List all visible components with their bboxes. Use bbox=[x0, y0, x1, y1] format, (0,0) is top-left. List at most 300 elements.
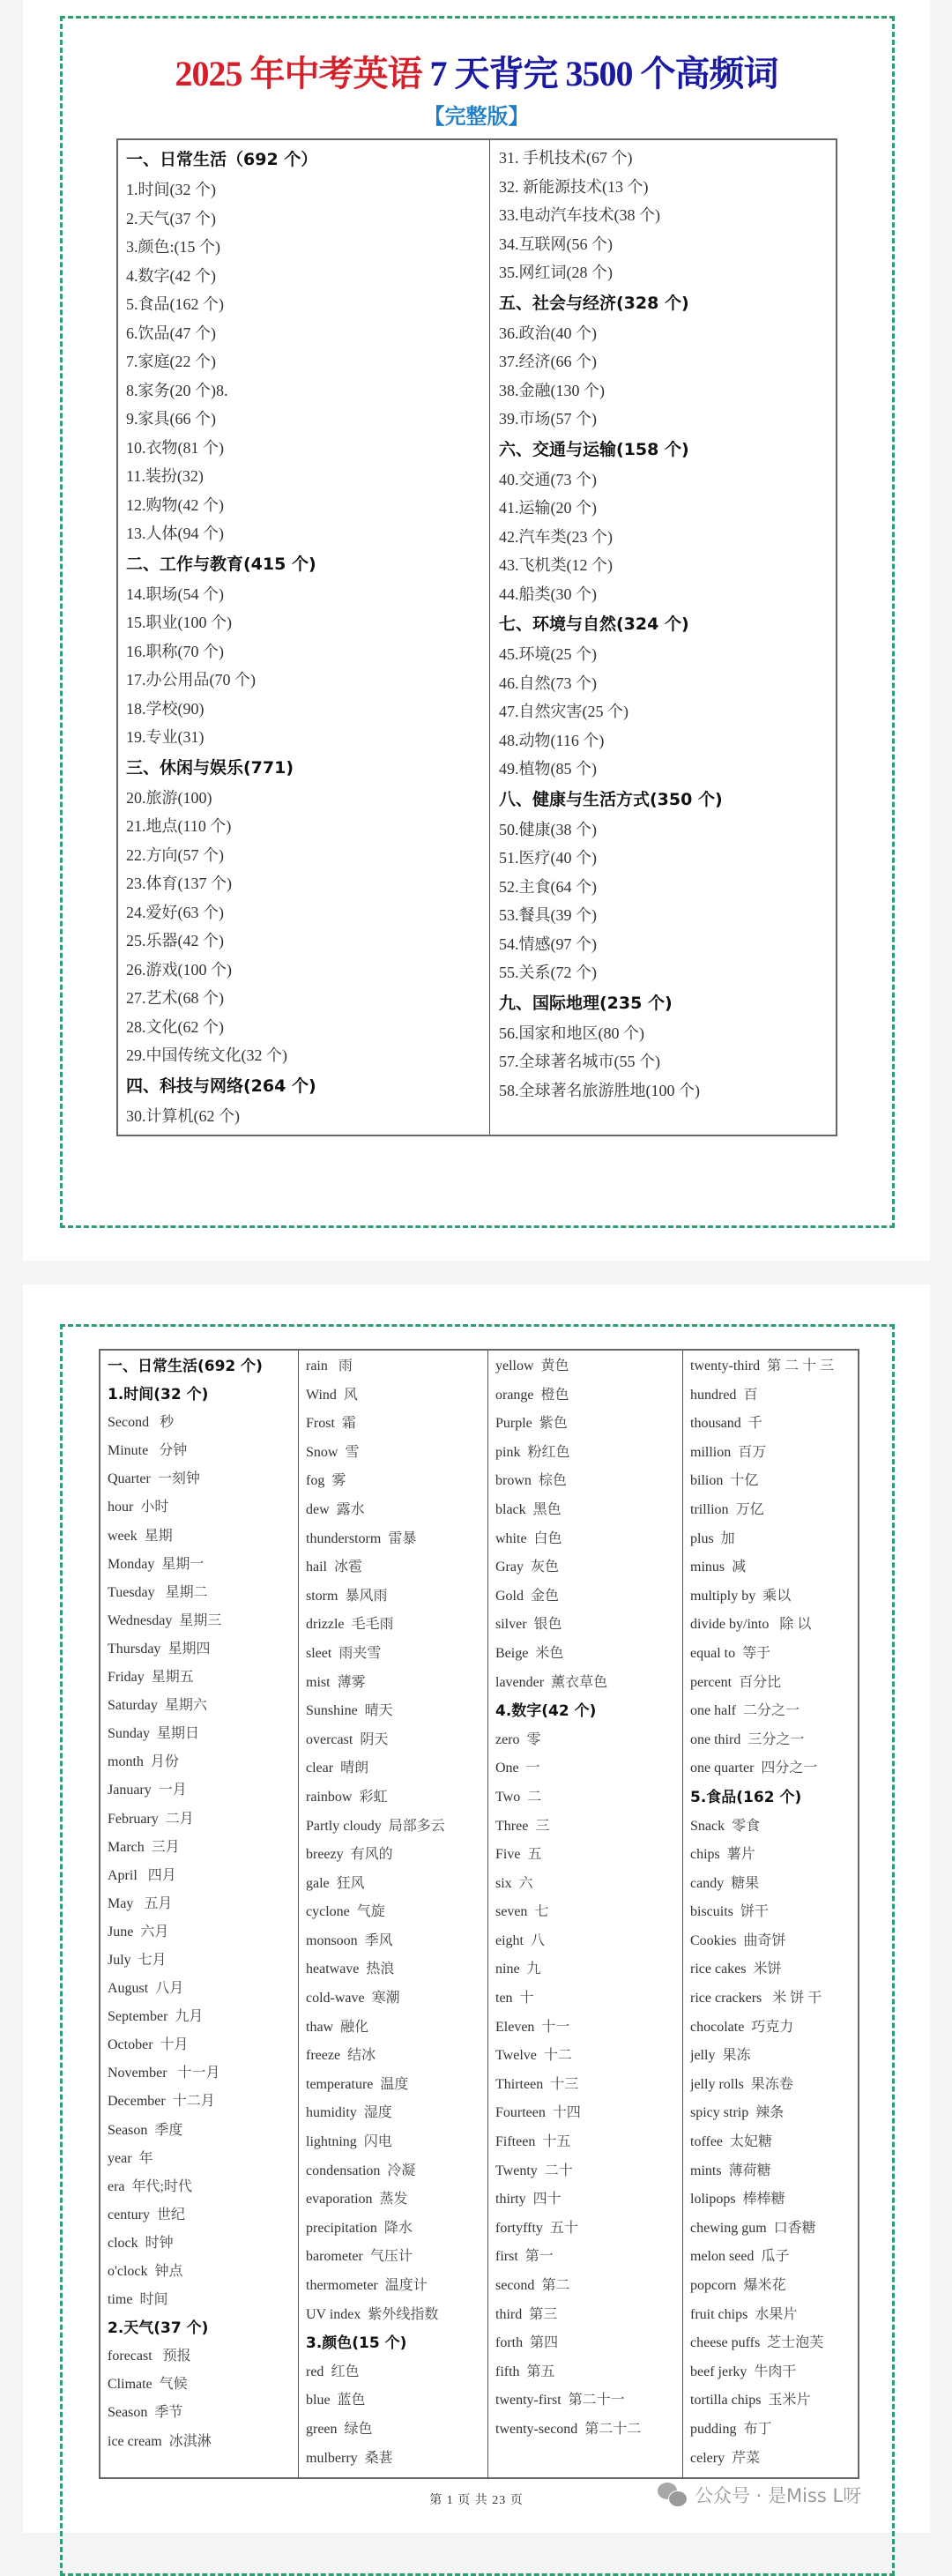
toc-section-heading: 四、科技与网络(264 个) bbox=[126, 1076, 316, 1096]
toc-item: 18.学校(90) bbox=[126, 699, 205, 718]
vocab-entry bbox=[495, 1841, 682, 1870]
vocab-entry bbox=[690, 1754, 858, 1783]
vocab-entry bbox=[690, 2272, 858, 2301]
toc-item: 36.政治(40 个) bbox=[499, 324, 597, 342]
vocab-entry bbox=[690, 2185, 858, 2215]
vocab-column-2 bbox=[299, 1351, 488, 2477]
vocab-entry bbox=[690, 1611, 858, 1640]
english-word: June bbox=[108, 1924, 134, 1939]
vocab-entry bbox=[306, 2445, 487, 2474]
chinese-meaning: 六 bbox=[518, 1875, 533, 1891]
chinese-meaning: 温度 bbox=[380, 2076, 409, 2092]
toc-item: 39.市场(57 个) bbox=[499, 410, 597, 428]
english-word: third bbox=[495, 2306, 523, 2322]
english-word: Season bbox=[108, 2122, 148, 2138]
vocab-section-heading bbox=[108, 2314, 298, 2342]
vocab-entry bbox=[108, 2286, 298, 2314]
english-word: cheese puffs bbox=[690, 2335, 761, 2351]
chinese-meaning: 第四 bbox=[530, 2335, 559, 2351]
toc-item: 14.职场(54 个) bbox=[126, 584, 224, 603]
chinese-meaning: 万亿 bbox=[735, 1501, 764, 1517]
chinese-meaning: 季度 bbox=[154, 2122, 183, 2138]
toc-item: 1.时间(32 个) bbox=[126, 181, 216, 198]
vocab-entry bbox=[690, 2014, 858, 2043]
toc-item: 20.旅游(100) bbox=[126, 788, 212, 807]
toc-item: 48.动物(116 个) bbox=[499, 731, 605, 749]
vocab-entry bbox=[690, 2042, 858, 2071]
english-word: time bbox=[108, 2292, 133, 2308]
english-word: pink bbox=[495, 1444, 521, 1460]
english-word: Season bbox=[108, 2405, 148, 2421]
vocab-entry bbox=[306, 2358, 487, 2387]
chinese-meaning: 星期二 bbox=[161, 1584, 208, 1600]
english-word: Three bbox=[495, 1818, 529, 1834]
english-word: million bbox=[690, 1444, 732, 1460]
chinese-meaning: 湿度 bbox=[363, 2105, 392, 2121]
english-word: One bbox=[495, 1761, 519, 1776]
toc-item: 30.计算机(62 个) bbox=[126, 1106, 240, 1125]
vocab-entry bbox=[690, 1984, 858, 2014]
vocab-entry bbox=[108, 2371, 298, 2399]
toc-section-heading: 五、社会与经济(328 个) bbox=[499, 293, 689, 313]
vocab-entry bbox=[108, 1692, 298, 1720]
chinese-meaning: 晴朗 bbox=[340, 1761, 369, 1776]
toc-item: 33.电动汽车技术(38 个) bbox=[499, 206, 660, 224]
chinese-meaning: 粉红色 bbox=[527, 1444, 570, 1460]
vocab-entry bbox=[108, 1947, 298, 1975]
vocab-entry bbox=[108, 2117, 298, 2145]
english-word: Partly cloudy bbox=[306, 1818, 382, 1834]
toc-item: 27.艺术(68 个) bbox=[126, 989, 224, 1007]
chinese-meaning: 等于 bbox=[742, 1645, 771, 1661]
chinese-meaning: 三分之一 bbox=[747, 1731, 805, 1747]
chinese-meaning: 十二 bbox=[543, 2048, 572, 2064]
english-word: beef jerky bbox=[690, 2364, 747, 2379]
chinese-meaning: 十四 bbox=[552, 2105, 581, 2121]
chinese-meaning: 温度计 bbox=[384, 2278, 428, 2293]
vocab-entry bbox=[495, 1525, 682, 1554]
chinese-meaning: 薯片 bbox=[726, 1847, 755, 1863]
chinese-meaning: 降水 bbox=[383, 2220, 413, 2236]
vocab-entry bbox=[495, 1955, 682, 1984]
vocab-entry bbox=[306, 1352, 487, 1381]
document-page-1 bbox=[23, 0, 930, 1261]
vocab-entry bbox=[690, 2215, 858, 2244]
english-word: silver bbox=[495, 1617, 527, 1633]
vocab-entry bbox=[306, 1841, 487, 1870]
english-word: spicy strip bbox=[690, 2105, 749, 2121]
chinese-meaning: 分钟 bbox=[155, 1443, 188, 1459]
vocab-column-4 bbox=[683, 1351, 858, 2477]
chinese-meaning: 融化 bbox=[340, 2019, 369, 2035]
english-word: temperature bbox=[306, 2076, 374, 2092]
english-word: chocolate bbox=[690, 2019, 745, 2035]
chinese-meaning: 除 以 bbox=[776, 1617, 812, 1633]
english-word: drizzle bbox=[306, 1617, 345, 1633]
chinese-meaning: 零 bbox=[526, 1731, 541, 1747]
english-word: Saturday bbox=[108, 1698, 158, 1714]
toc-item: 45.环境(25 个) bbox=[499, 645, 597, 663]
english-word: fortyffty bbox=[495, 2220, 543, 2236]
vocab-entry bbox=[495, 2128, 682, 2157]
chinese-meaning: 绿色 bbox=[344, 2421, 373, 2437]
english-word: rain bbox=[306, 1359, 328, 1374]
english-word: thermometer bbox=[306, 2278, 378, 2293]
toc-left-column bbox=[118, 140, 490, 1135]
heading-text: 1.时间(32 个) bbox=[108, 1386, 209, 1404]
english-word: era bbox=[108, 2178, 125, 2194]
toc-item: 37.经济(66 个) bbox=[499, 353, 597, 370]
vocab-entry bbox=[495, 1870, 682, 1899]
english-word: blue bbox=[306, 2393, 331, 2408]
english-word: forth bbox=[495, 2335, 524, 2351]
english-word: o'clock bbox=[108, 2264, 148, 2279]
chinese-meaning: 星期三 bbox=[179, 1612, 222, 1628]
chinese-meaning: 爆米花 bbox=[743, 2278, 786, 2293]
toc-item: 54.情感(97 个) bbox=[499, 934, 597, 953]
english-word: monsoon bbox=[306, 1932, 358, 1948]
vocab-entry bbox=[690, 1841, 858, 1870]
vocab-entry bbox=[690, 2157, 858, 2186]
chinese-meaning: 四月 bbox=[144, 1867, 176, 1883]
english-word: Sunshine bbox=[306, 1703, 358, 1719]
vocab-entry bbox=[108, 2342, 298, 2371]
english-word: popcorn bbox=[690, 2278, 737, 2293]
vocab-entry bbox=[306, 2099, 487, 2128]
toc-item: 24.爱好(63 个) bbox=[126, 903, 224, 921]
vocab-entry bbox=[306, 1640, 487, 1669]
toc-section-heading: 二、工作与教育(415 个) bbox=[126, 554, 316, 574]
vocab-entry bbox=[108, 2059, 298, 2088]
chinese-meaning: 乘以 bbox=[762, 1588, 792, 1604]
english-word: zero bbox=[495, 1731, 520, 1747]
vocab-entry bbox=[690, 2386, 858, 2416]
chinese-meaning: 曲奇饼 bbox=[743, 1932, 786, 1948]
chinese-meaning: 蒸发 bbox=[379, 2192, 408, 2207]
vocab-entry bbox=[306, 1669, 487, 1698]
chinese-meaning: 果冻 bbox=[722, 2048, 751, 2064]
toc-item: 50.健康(38 个) bbox=[499, 820, 597, 838]
english-word: UV index bbox=[306, 2306, 361, 2322]
english-word: gale bbox=[306, 1875, 330, 1891]
vocab-entry bbox=[495, 2157, 682, 2186]
chinese-meaning: 百万 bbox=[738, 1444, 767, 1460]
vocab-entry bbox=[306, 2128, 487, 2157]
chinese-meaning: 二月 bbox=[165, 1811, 194, 1827]
chinese-meaning: 七 bbox=[534, 1904, 549, 1920]
english-word: jelly rolls bbox=[690, 2076, 744, 2092]
english-word: green bbox=[306, 2421, 338, 2437]
english-word: condensation bbox=[306, 2163, 381, 2178]
chinese-meaning: 季风 bbox=[364, 1932, 393, 1948]
chinese-meaning: 九月 bbox=[175, 2009, 204, 2025]
english-word: trillion bbox=[690, 1501, 729, 1517]
vocab-entry bbox=[495, 2301, 682, 2330]
vocab-entry bbox=[690, 1898, 858, 1927]
heading-text: 2.天气(37 个) bbox=[108, 2319, 209, 2338]
toc-section-heading: 一、日常生活（692 个） bbox=[126, 150, 318, 169]
vocab-entry bbox=[108, 1720, 298, 1748]
vocab-entry bbox=[690, 2416, 858, 2445]
english-word: hundred bbox=[690, 1387, 737, 1403]
english-word: clock bbox=[108, 2235, 138, 2251]
english-word: six bbox=[495, 1875, 512, 1891]
english-word: fruit chips bbox=[690, 2306, 748, 2322]
vocab-entry bbox=[108, 2428, 298, 2456]
chinese-meaning: 时间 bbox=[139, 2292, 168, 2308]
vocab-entry bbox=[108, 1437, 298, 1465]
toc-item: 41.运输(20 个) bbox=[499, 499, 597, 517]
english-word: fifth bbox=[495, 2364, 520, 2379]
chinese-meaning: 第二十一 bbox=[568, 2393, 625, 2408]
english-word: nine bbox=[495, 1962, 520, 1977]
vocab-entry bbox=[306, 2416, 487, 2445]
english-word: candy bbox=[690, 1875, 725, 1891]
chinese-meaning: 蓝色 bbox=[337, 2393, 366, 2408]
english-word: breezy bbox=[306, 1847, 344, 1863]
toc-item: 58.全球著名旅游胜地(100 个) bbox=[499, 1081, 700, 1099]
toc-item: 44.船类(30 个) bbox=[499, 584, 597, 603]
chinese-meaning: 六月 bbox=[140, 1924, 169, 1939]
page-subtitle: 【完整版】 bbox=[423, 104, 530, 129]
english-word: precipitation bbox=[306, 2220, 377, 2236]
chinese-meaning: 十 bbox=[519, 1991, 534, 2006]
chinese-meaning: 星期六 bbox=[164, 1698, 207, 1714]
vocab-entry bbox=[690, 1553, 858, 1582]
chinese-meaning: 四十 bbox=[532, 2192, 562, 2207]
chinese-meaning: 七月 bbox=[138, 1952, 167, 1968]
english-word: pudding bbox=[690, 2421, 737, 2437]
chinese-meaning: 薰衣草色 bbox=[551, 1674, 608, 1690]
english-word: rainbow bbox=[306, 1789, 353, 1805]
chinese-meaning: 米色 bbox=[535, 1645, 564, 1661]
chinese-meaning: 十一月 bbox=[174, 2066, 220, 2081]
chinese-meaning: 气候 bbox=[159, 2377, 188, 2393]
toc-item: 43.飞机类(12 个) bbox=[499, 556, 613, 574]
vocab-entry bbox=[495, 2071, 682, 2100]
english-word: October bbox=[108, 2037, 153, 2053]
chinese-meaning: 棕色 bbox=[538, 1473, 567, 1489]
vocab-entry bbox=[108, 2230, 298, 2258]
vocab-entry bbox=[690, 1496, 858, 1525]
chinese-meaning: 时钟 bbox=[145, 2235, 174, 2251]
chinese-meaning: 热浪 bbox=[366, 1962, 395, 1977]
vocab-entry bbox=[495, 2099, 682, 2128]
chinese-meaning: 星期 bbox=[144, 1528, 173, 1544]
vocab-entry bbox=[108, 1579, 298, 1607]
english-word: Wind bbox=[306, 1387, 337, 1403]
table-of-contents bbox=[116, 138, 837, 1136]
english-word: tortilla chips bbox=[690, 2393, 762, 2408]
vocab-entry bbox=[306, 2301, 487, 2330]
wechat-icon bbox=[658, 2483, 688, 2507]
chinese-meaning: 钟点 bbox=[154, 2264, 183, 2279]
vocab-entry bbox=[495, 1496, 682, 1525]
english-word: biscuits bbox=[690, 1904, 733, 1920]
toc-item: 10.衣物(81 个) bbox=[126, 438, 224, 457]
vocab-entry bbox=[690, 1439, 858, 1468]
english-word: thirty bbox=[495, 2192, 526, 2207]
chinese-meaning: 十亿 bbox=[730, 1473, 759, 1489]
toc-item: 17.办公用品(70 个) bbox=[126, 671, 256, 689]
vocab-entry bbox=[495, 2329, 682, 2358]
chinese-meaning: 三 bbox=[535, 1818, 550, 1834]
english-word: one half bbox=[690, 1703, 736, 1719]
toc-item: 8.家务(20 个)8. bbox=[126, 381, 228, 399]
english-word: Fourteen bbox=[495, 2105, 546, 2121]
chinese-meaning: 雨夹雪 bbox=[338, 1645, 382, 1661]
vocab-entry bbox=[690, 1669, 858, 1698]
vocab-entry bbox=[306, 2071, 487, 2100]
page-number-footer: 第 1 页 共 23 页 bbox=[429, 2494, 524, 2507]
vocab-entry bbox=[108, 1805, 298, 1834]
chinese-meaning: 雨 bbox=[334, 1359, 353, 1374]
vocab-entry bbox=[306, 2014, 487, 2043]
chinese-meaning: 结冰 bbox=[347, 2048, 376, 2064]
vocab-entry bbox=[690, 1927, 858, 1956]
vocab-entry bbox=[306, 1726, 487, 1755]
chinese-meaning: 糖果 bbox=[731, 1875, 760, 1891]
english-word: Wednesday bbox=[108, 1612, 173, 1628]
chinese-meaning: 薄雾 bbox=[337, 1674, 366, 1690]
toc-item: 11.装扮(32) bbox=[126, 467, 204, 485]
english-word: equal to bbox=[690, 1645, 736, 1661]
toc-section-heading: 七、环境与自然(324 个) bbox=[499, 614, 689, 634]
english-word: seven bbox=[495, 1904, 528, 1920]
english-word: overcast bbox=[306, 1731, 353, 1747]
vocab-entry bbox=[306, 2185, 487, 2215]
chinese-meaning: 预报 bbox=[159, 2349, 191, 2364]
vocab-entry bbox=[306, 1783, 487, 1813]
chinese-meaning: 玉米片 bbox=[768, 2393, 811, 2408]
vocab-entry bbox=[306, 2042, 487, 2071]
chinese-meaning: 口香糖 bbox=[773, 2220, 816, 2236]
english-word: first bbox=[495, 2249, 518, 2265]
vocab-entry bbox=[495, 1927, 682, 1956]
english-word: week bbox=[108, 1528, 138, 1544]
chinese-meaning: 紫色 bbox=[539, 1416, 568, 1432]
english-word: Cookies bbox=[690, 1932, 737, 1948]
vocab-entry bbox=[690, 2099, 858, 2128]
toc-item: 6.饮品(47 个) bbox=[126, 324, 216, 342]
chinese-meaning: 彩虹 bbox=[359, 1789, 388, 1805]
chinese-meaning: 雷暴 bbox=[388, 1530, 417, 1546]
chinese-meaning: 月份 bbox=[150, 1754, 179, 1770]
toc-item: 51.医疗(40 个) bbox=[499, 849, 597, 867]
vocab-entry bbox=[108, 1862, 298, 1890]
toc-section-heading: 三、休闲与娱乐(771) bbox=[126, 757, 294, 778]
vocab-entry bbox=[495, 2243, 682, 2272]
vocab-entry bbox=[306, 2215, 487, 2244]
toc-section-heading: 八、健康与生活方式(350 个) bbox=[499, 789, 723, 809]
toc-item: 52.主食(64 个) bbox=[499, 877, 597, 896]
english-word: percent bbox=[690, 1674, 733, 1690]
english-word: Fifteen bbox=[495, 2134, 536, 2150]
english-word: Sunday bbox=[108, 1726, 150, 1742]
vocab-entry bbox=[690, 1813, 858, 1842]
vocab-entry bbox=[108, 1890, 298, 1918]
chinese-meaning: 芹菜 bbox=[732, 2450, 761, 2466]
vocab-entry bbox=[108, 2003, 298, 2031]
english-word: ten bbox=[495, 1991, 513, 2006]
english-word: February bbox=[108, 1811, 159, 1827]
vocab-entry bbox=[108, 1834, 298, 1862]
toc-item: 19.专业(31) bbox=[126, 728, 205, 746]
english-word: yellow bbox=[495, 1359, 534, 1374]
chinese-meaning: 小时 bbox=[140, 1500, 169, 1515]
chinese-meaning: 水果片 bbox=[755, 2306, 798, 2322]
vocab-column-1 bbox=[100, 1351, 299, 2477]
english-word: twenty-third bbox=[690, 1359, 761, 1374]
vocab-column-3 bbox=[488, 1351, 683, 2477]
toc-item: 57.全球著名城市(55 个) bbox=[499, 1053, 660, 1070]
vocab-entry bbox=[495, 1984, 682, 2014]
toc-item: 22.方向(57 个) bbox=[126, 845, 224, 864]
english-word: storm bbox=[306, 1588, 338, 1604]
vocab-entry bbox=[108, 1664, 298, 1692]
vocab-entry bbox=[108, 2258, 298, 2286]
vocab-entry bbox=[495, 1640, 682, 1669]
chinese-meaning: 季节 bbox=[154, 2405, 183, 2421]
chinese-meaning: 星期日 bbox=[157, 1726, 200, 1742]
chinese-meaning: 金色 bbox=[531, 1588, 560, 1604]
chinese-meaning: 星期五 bbox=[151, 1670, 194, 1686]
chinese-meaning: 一 bbox=[525, 1761, 540, 1776]
vocab-entry bbox=[690, 2329, 858, 2358]
english-word: minus bbox=[690, 1560, 725, 1575]
vocab-entry bbox=[306, 2386, 487, 2416]
english-word: December bbox=[108, 2094, 166, 2110]
heading-text: 4.数字(42 个) bbox=[495, 1702, 597, 1721]
english-word: May bbox=[108, 1895, 134, 1911]
english-word: twenty-second bbox=[495, 2421, 578, 2437]
title-red-part: 2025 年中考英语 bbox=[175, 54, 422, 93]
vocab-entry bbox=[108, 2145, 298, 2173]
vocab-entry bbox=[108, 1776, 298, 1805]
chinese-meaning: 第二十二 bbox=[584, 2421, 642, 2437]
toc-item: 55.关系(72 个) bbox=[499, 964, 597, 981]
chinese-meaning: 百分比 bbox=[739, 1674, 782, 1690]
vocab-entry bbox=[306, 1525, 487, 1554]
chinese-meaning: 八 bbox=[531, 1932, 546, 1948]
vocab-entry bbox=[306, 1439, 487, 1468]
chinese-meaning: 冰淇淋 bbox=[168, 2433, 212, 2449]
chinese-meaning: 十二月 bbox=[172, 2094, 215, 2110]
vocab-entry bbox=[108, 1975, 298, 2003]
vocab-entry bbox=[495, 1582, 682, 1612]
chinese-meaning: 红色 bbox=[331, 2364, 360, 2379]
vocab-entry bbox=[495, 2014, 682, 2043]
chinese-meaning: 白色 bbox=[533, 1530, 562, 1546]
english-word: hail bbox=[306, 1560, 327, 1575]
vocab-entry bbox=[495, 2272, 682, 2301]
english-word: Minute bbox=[108, 1443, 149, 1459]
chinese-meaning: 牛肉干 bbox=[754, 2364, 797, 2379]
chinese-meaning: 风 bbox=[343, 1387, 358, 1403]
toc-item: 16.职称(70 个) bbox=[126, 642, 224, 660]
chinese-meaning: 黄色 bbox=[540, 1359, 569, 1374]
vocab-entry bbox=[495, 1467, 682, 1496]
chinese-meaning: 桑葚 bbox=[364, 2450, 393, 2466]
chinese-meaning: 薄荷糖 bbox=[728, 2163, 771, 2178]
english-word: divide by/into bbox=[690, 1617, 770, 1633]
chinese-meaning: 果冻卷 bbox=[750, 2076, 793, 2092]
vocab-entry bbox=[690, 2128, 858, 2157]
english-word: melon seed bbox=[690, 2249, 755, 2265]
vocab-entry bbox=[495, 1754, 682, 1783]
vocab-entry bbox=[690, 2358, 858, 2387]
english-word: lavender bbox=[495, 1674, 545, 1690]
